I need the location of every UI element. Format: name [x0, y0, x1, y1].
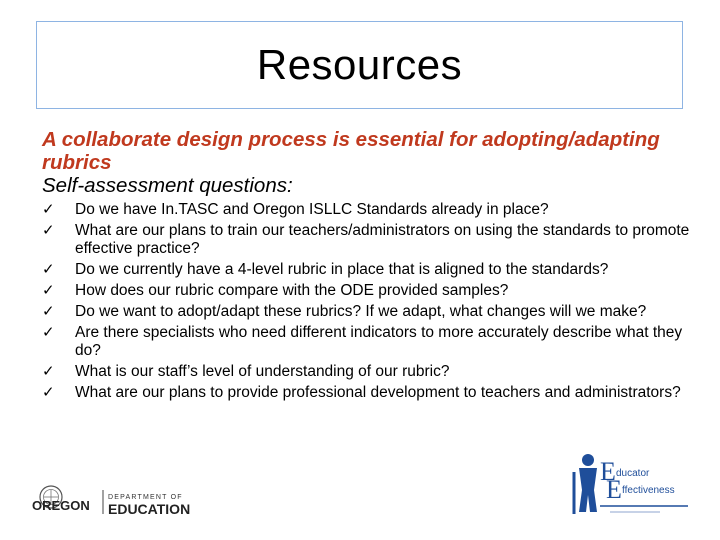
svg-text:E: E	[600, 457, 616, 486]
list-item	[42, 201, 692, 219]
title-box	[36, 21, 683, 109]
list-item	[42, 324, 692, 359]
content-area	[42, 128, 692, 405]
question-text: What are our plans to train our teachers/administrators on using the standards to promote effective practice?	[75, 222, 690, 257]
self-assessment-heading: Self-assessment questions:	[42, 174, 293, 197]
education-label: EDUCATION	[108, 501, 191, 517]
list-item	[42, 303, 692, 321]
subtitle: A collaborate design process is essential for adopting/adapting rubrics	[42, 128, 660, 174]
checkmark-icon: ✓	[42, 382, 55, 401]
question-text: Do we currently have a 4-level rubric in place that is aligned to the standards?	[75, 260, 609, 278]
list-item	[42, 384, 692, 402]
checkmark-icon: ✓	[42, 323, 55, 342]
educator-label: ducator	[616, 468, 650, 479]
list-item	[42, 282, 692, 300]
checkmark-icon: ✓	[42, 301, 55, 320]
list-item	[42, 222, 692, 257]
checkmark-icon: ✓	[42, 221, 55, 240]
educator-effectiveness-logo	[570, 450, 705, 528]
checkmark-icon: ✓	[42, 361, 55, 380]
department-label: DEPARTMENT OF	[108, 494, 183, 501]
oregon-department-of-education-logo	[30, 484, 200, 524]
page-title: Resources	[256, 41, 463, 88]
checkmark-icon: ✓	[42, 200, 55, 218]
effectiveness-label: ffectiveness	[622, 485, 675, 496]
svg-text:E: E	[606, 475, 622, 504]
question-text: What are our plans to provide professional development to teachers and administrators?	[75, 383, 681, 401]
oregon-wordmark: OREGON	[32, 498, 90, 513]
question-text: Do we have In.TASC and Oregon ISLLC Standards already in place?	[75, 201, 549, 218]
list-item	[42, 261, 692, 279]
question-list	[42, 201, 692, 401]
list-item	[42, 363, 692, 381]
checkmark-icon: ✓	[42, 259, 55, 278]
question-text: What is our staff’s level of understanding of our rubric?	[75, 362, 450, 380]
ee-monogram-icon	[600, 457, 622, 504]
question-text: Do we want to adopt/adapt these rubrics? If we adapt, what changes will we make?	[75, 302, 647, 320]
question-text: How does our rubric compare with the ODE provided samples?	[75, 281, 509, 299]
checkmark-icon: ✓	[42, 280, 55, 299]
figure-icon	[574, 454, 597, 514]
question-text: Are there specialists who need different indicators to more accurately describe what they do?	[75, 324, 683, 359]
